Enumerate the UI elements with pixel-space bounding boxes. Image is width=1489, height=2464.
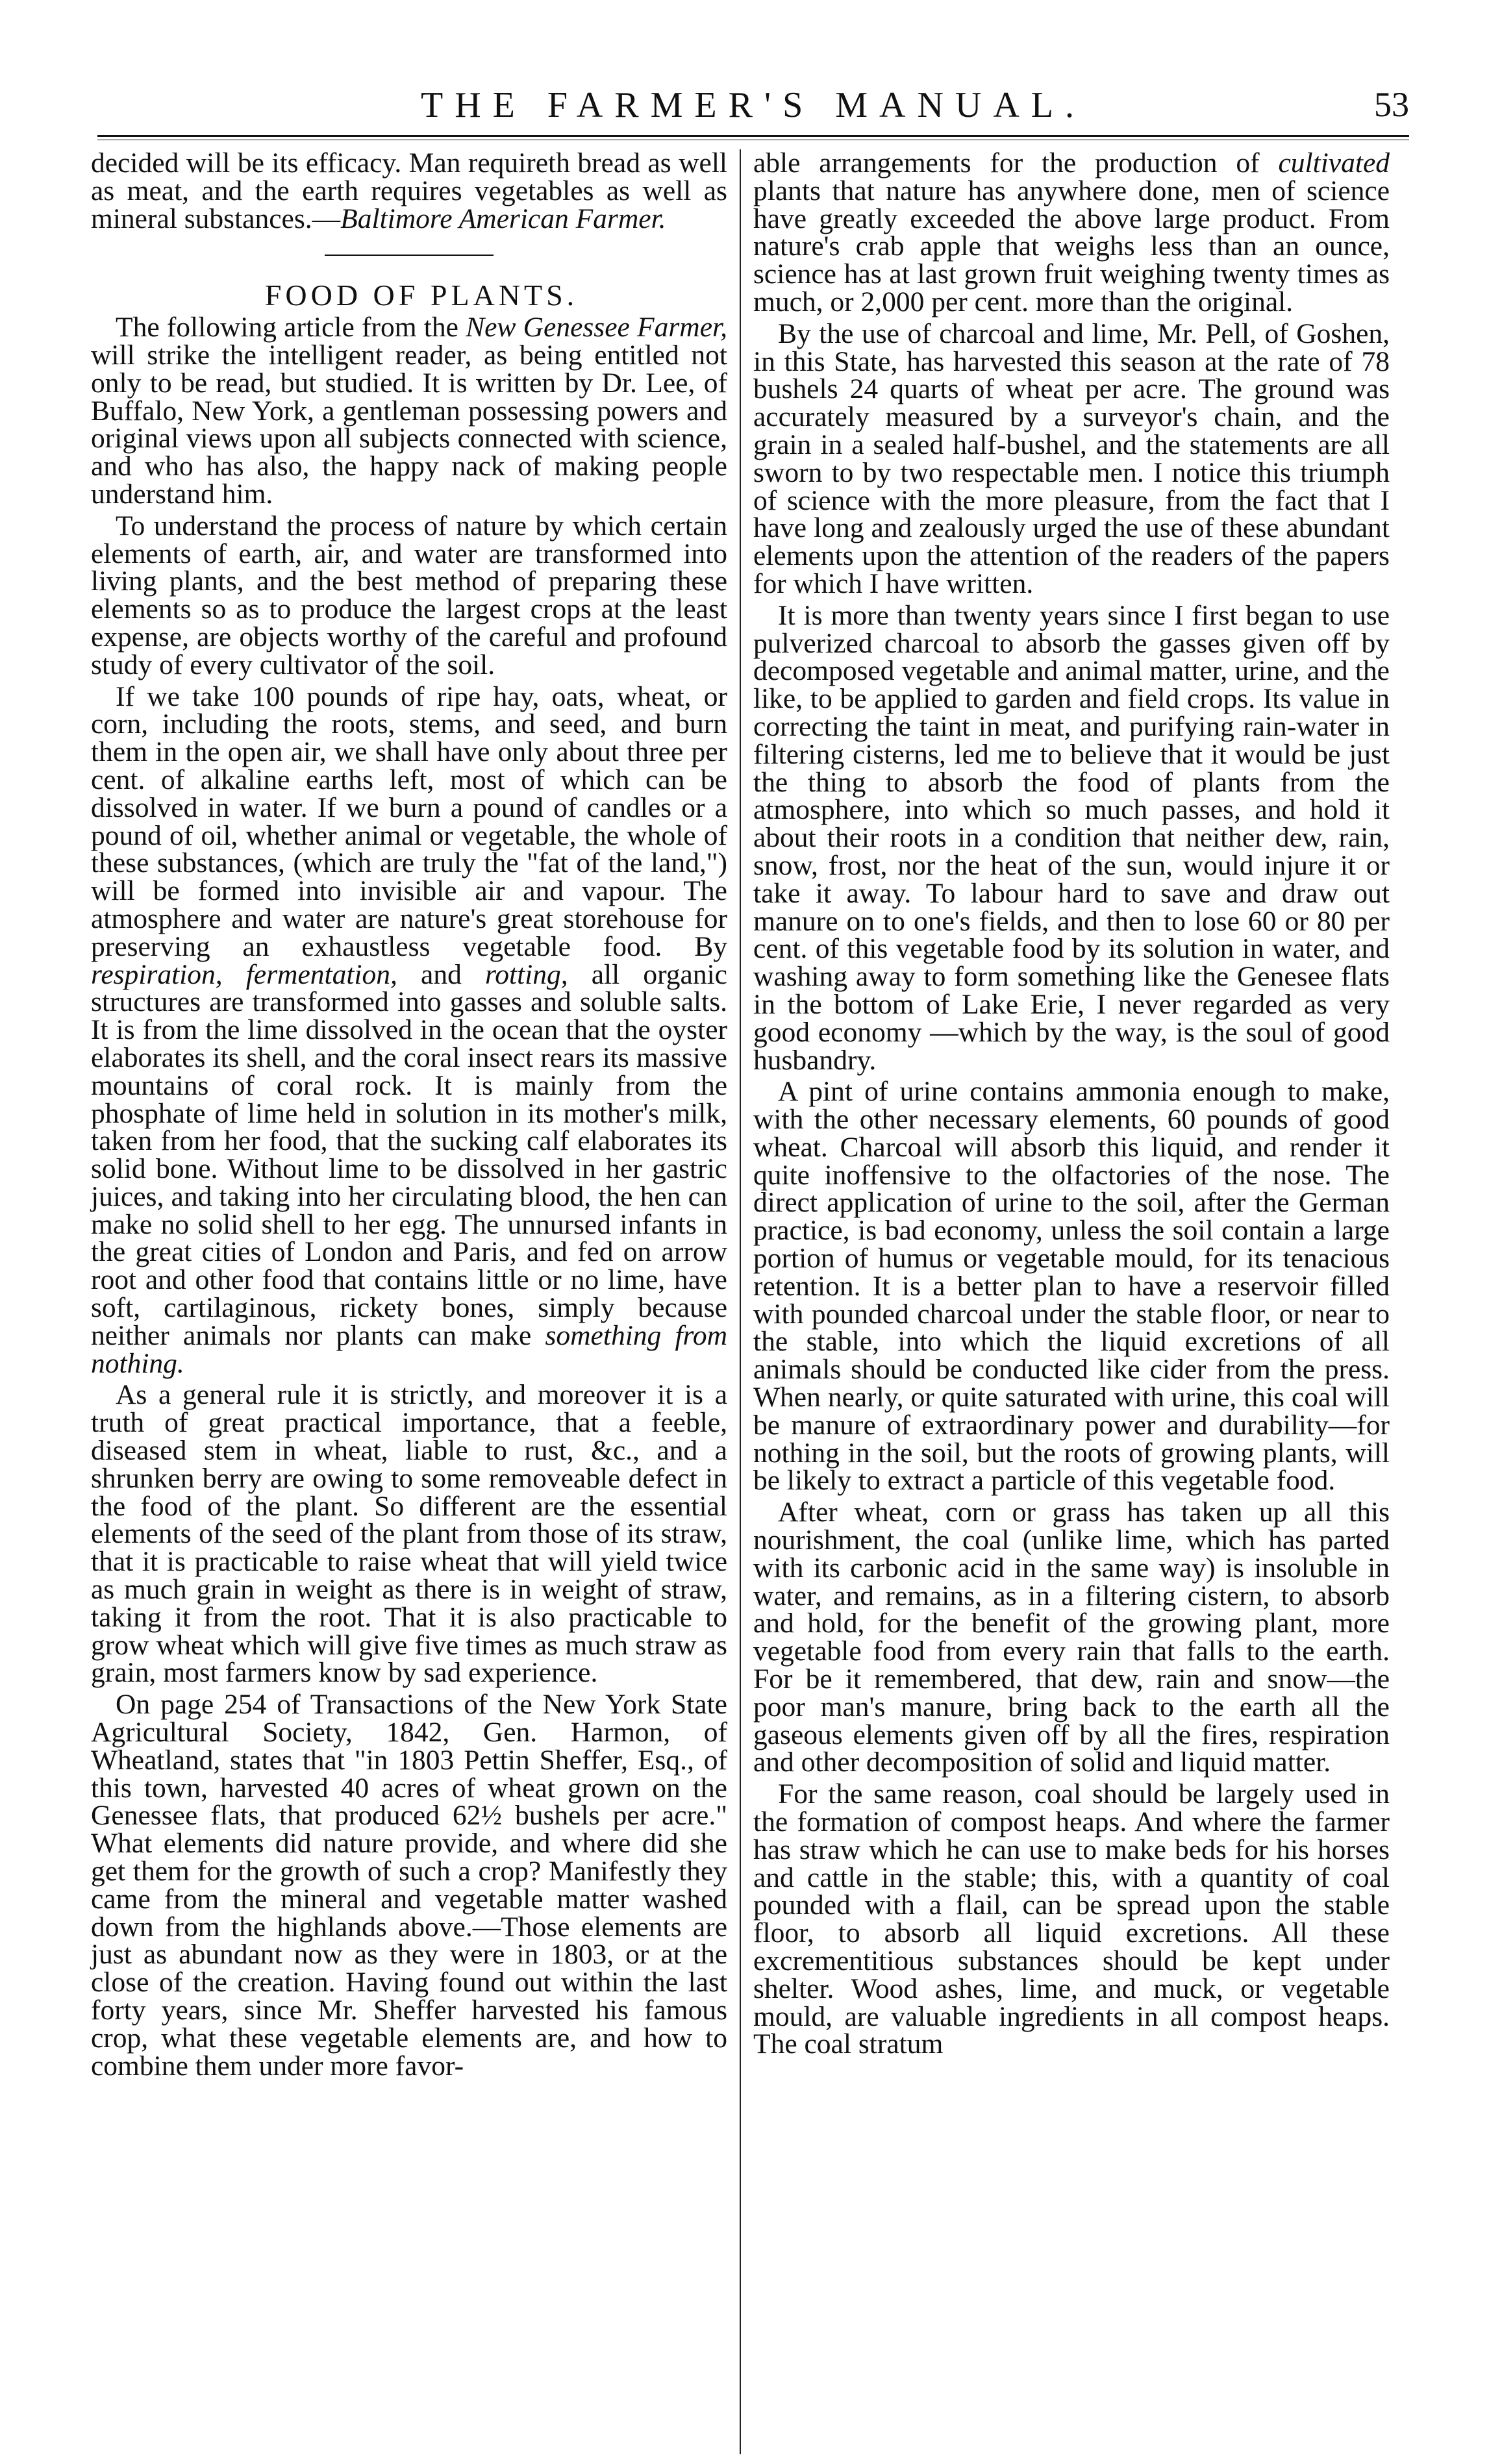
paragraph: To understand the process of nature by which certain elements of earth, air, and water are transformed into living plants, and the best method of preparing these elements so as to produce the largest crops at the least expense, are objects worthy of the careful and profound study of every cultivator of the soil. [91, 510, 727, 680]
intro-paragraph [91, 149, 727, 232]
paragraph: On page 254 of Transactions of the New York State Agricultural Society, 1842, Gen. Harmon, of Wheatland, states that "in 1803 Pettin Sheffer, Esq., of this town, harvested 40 acres of wheat grown on the Genessee flats, that produced 62½ bushels per acre." What elements did nature provide, and where did she get them for the growth of such a crop? Manifestly they came from the mineral and vegetable matter washed down from the highlands above.—Those elements are just as abundant now as they were in 1803, or at the close of the creation. Having found out within the last forty years, since Mr. Sheffer harvested his famous crop, what these vegetable elements are, and how to combine them under more favor- [91, 1689, 727, 2082]
paragraph: By the use of charcoal and lime, Mr. Pell, of Goshen, in this State, has harvested this season at the rate of 78 bushels 24 quarts of wheat per acre. The ground was accurately measured by a surveyor's chain, and the grain in a sealed half-bushel, and the statements are all sworn to by two respectable men. I notice this triumph of science with the more pleasure, from the fact that I have long and zealously urged the use of these abundant elements upon the attention of the readers of the papers for which I have written. [753, 317, 1390, 599]
left-column [91, 149, 727, 2084]
column-divider [740, 149, 741, 2454]
text-run: able arrangements for the production of [753, 147, 1279, 179]
intro-text: decided will be its efficacy. Man requireth bread as well as meat, and the earth requires vegetables as well as mineral substances.— [91, 147, 727, 234]
text-run: If we take 100 pounds of ripe hay, oats, wheat, or corn, including the roots, stems, and seed, and burn them in the open air, we shall have only about three per cent. of alkaline earths left, most of which can be dissolved in water. If we burn a pound of candles or a pound of oil, whether animal or vegetable, the whole of these substances, (which are truly the "fat of the land,") will be formed into invisible air and vapour. The atmosphere and water are nature's great storehouse for preserving an exhaustless vegetable food. By [91, 680, 727, 962]
paragraph [91, 314, 727, 508]
text-run: all organic structures are transformed into gasses and soluble salts. It is from the lime dissolved in the ocean that the oyster elaborates its shell, and the coral insect rears its massive mountains of coral rock. It is mainly from the phosphate of lime held in solution in its mother's milk, taken from her food, that the sucking calf elaborates its solid bone. Without lime to be dissolved in her gastric juices, and taking into her circulating blood, the hen can make no solid shell to her egg. The unnursed infants in the great cities of London and Paris, and fed on arrow root and other food that contains little or no lime, have soft, cartilaginous, rickety bones, simply because neither animals nor plants can make [91, 958, 727, 1351]
running-header [97, 84, 1409, 143]
text-run: The following article from the [116, 312, 466, 343]
italic-run: something from nothing. [91, 1319, 728, 1379]
italic-run: New Genessee Farmer, [466, 312, 727, 343]
italic-run: cultivated [1278, 147, 1390, 179]
text-run: plants that nature has anywhere done, men of science have greatly exceeded the above large product. From nature's crab apple that weighs less than an ounce, science has at last grown fruit weighing twenty times as much, or 2,000 per cent. more than the original. [753, 175, 1390, 317]
header-rule [97, 135, 1409, 140]
paragraph [91, 680, 728, 1379]
paragraph: It is more than twenty years since I first began to use pulverized charcoal to absorb the gasses given off by decomposed vegetable and animal matter, urine, and the like, to be applied to garden and field crops. Its value in correcting the taint in meat, and purifying rain-water in filtering cisterns, led me to believe that it would be just the thing to absorb the food of plants from the atmosphere, into which so much passes, and hold it about their roots in a condition that neither dew, rain, snow, frost, nor the heat of the sun, would injure it or take it away. To labour hard to save and draw out manure on to one's fields, and then to lose 60 or 80 per cent. of this vegetable food by its solution in water, and washing away to form something like the Genesee flats in the bottom of Lake Erie, I never regarded as very good economy —which by the way, is the soul of good husbandry. [753, 599, 1390, 1076]
paragraph: A pint of urine contains ammonia enough to make, with the other necessary elements, 60 pounds of good wheat. Charcoal will absorb this liquid, and render it quite inoffensive to the olfactories of the nose. The direct application of urine to the soil, after the German practice, is bad economy, unless the soil contain a large portion of humus or vegetable mould, for its tenacious retention. It is a better plan to have a reservoir filled with pounded charcoal under the stable floor, or near to the stable, into which the liquid excretions of all animals should be conducted like cider from the press. When nearly, or quite saturated with urine, this coal will be manure of extraordinary power and durability—for nothing in the soil, but the roots of growing plants, will be likely to extract a particle of this vegetable food. [753, 1076, 1390, 1497]
italic-run: rotting, [484, 958, 568, 990]
paragraph: As a general rule it is strictly, and moreover it is a truth of great practical importance, that a feeble, diseased stem in wheat, liable to rust, &c., and a shrunken berry are owing to some removeable defect in the food of the plant. So different are the essential elements of the seed of the plant from those of its straw, that it is practicable to raise wheat that will yield twice as much grain in weight as there is in weight of straw, taking it from the root. That it is also practicable to grow wheat which will give five times as much straw as grain, most farmers know by sad experience. [91, 1379, 727, 1689]
intro-source: Baltimore American Farmer. [340, 203, 666, 234]
paragraph: For the same reason, coal should be largely used in the formation of compost heaps. And where the farmer has straw which he can use to make beds for his horses and cattle in the stable; this, with a quantity of coal pounded with a flail, can be spread upon the stable floor, to absorb all liquid excretions. All these excrementitious substances should be kept under shelter. Wood ashes, lime, and muck, or vegetable mould, are valuable ingredients in all compost heaps. The coal stratum [753, 1778, 1390, 2060]
italic-run: respiration, fermentation, [91, 958, 397, 990]
page-number: 53 [1374, 85, 1409, 124]
section-title: FOOD OF PLANTS. [264, 279, 579, 312]
paragraph [753, 149, 1390, 316]
text-run: and [397, 958, 485, 990]
section-divider [325, 255, 494, 256]
text-run: will strike the intelligent reader, as being entitled not only to be read, but studied. It is written by Dr. Lee, of Buffalo, New York, a gentleman possessing powers and original views upon all subjects connected with science, and who has also, the happy nack of making people understand him. [91, 339, 727, 510]
right-column [753, 149, 1390, 2062]
paragraph: After wheat, corn or grass has taken up all this nourishment, the coal (unlike lime, which has parted with its carbonic acid in the same way) is insoluble in water, and remains, as in a filtering cistern, to absorb and hold, for the benefit of the growing plant, more vegetable food from every rain that falls to the earth. For be it remembered, that dew, rain and snow—the poor man's manure, bring back to the earth all the gaseous elements given off by all the fires, respiration and other decomposition of solid and liquid matter. [753, 1497, 1390, 1778]
running-title: THE FARMER'S MANUAL. [421, 85, 1086, 125]
